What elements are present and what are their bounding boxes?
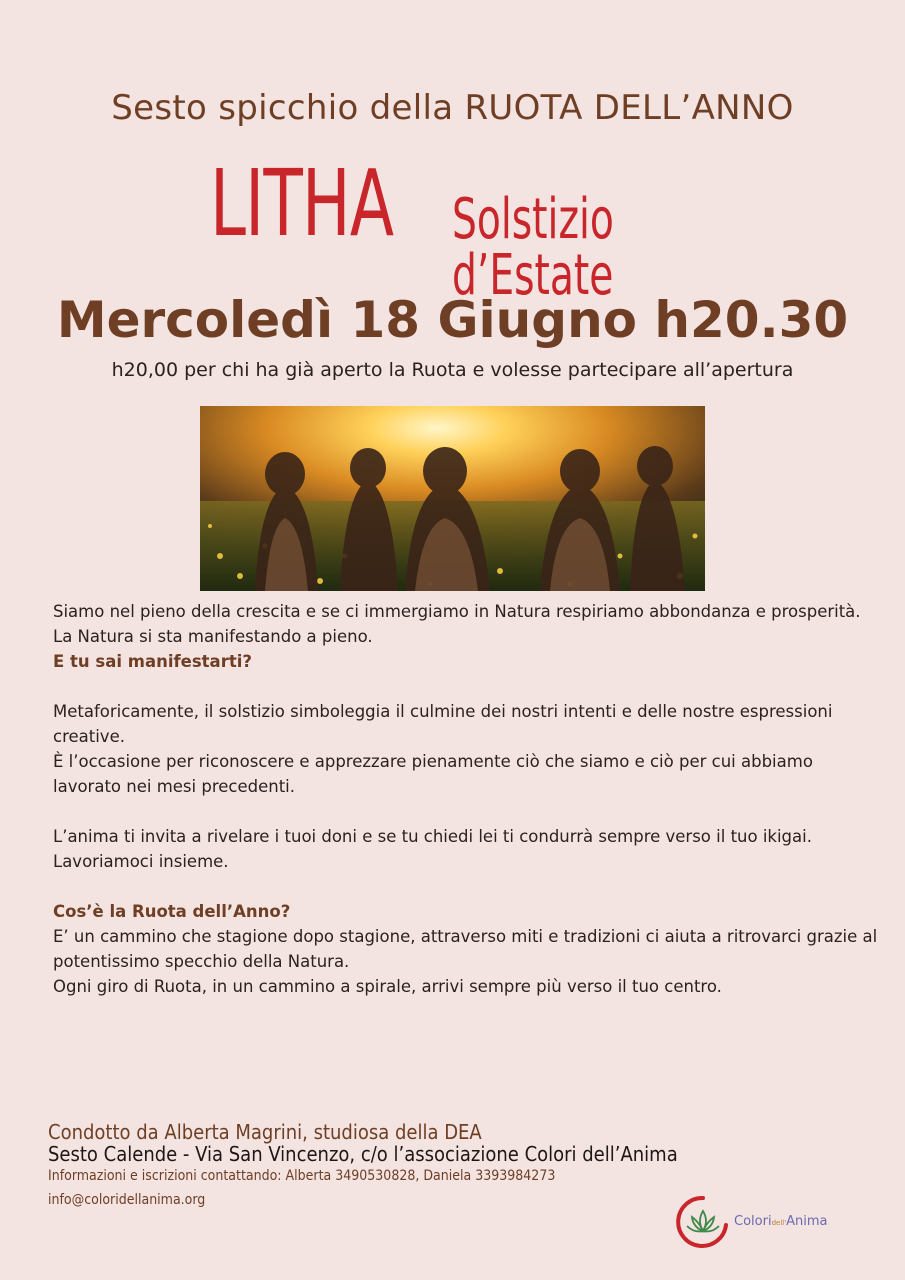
event-title: LITHA bbox=[210, 150, 394, 257]
paragraph-solstice: Metaforicamente, il solstizio simboleggia il culmine dei nostri intenti e delle nostre espressioni creative. bbox=[53, 702, 833, 746]
summer-photo bbox=[200, 406, 705, 591]
contact-email[interactable]: info@coloridellanima.org bbox=[48, 1192, 206, 1208]
paragraph-soul: L’anima ti invita a rivelare i tuoi doni e se tu chiedi lei ti condurrà sempre verso il tuo ikigai. bbox=[53, 827, 812, 846]
question-manifest: E tu sai manifestarti? bbox=[53, 652, 252, 671]
contact-info: Informazioni e iscrizioni contattando: Alberta 3490530828, Daniela 3393984273 bbox=[48, 1168, 556, 1184]
body-text bbox=[53, 599, 883, 999]
top-subtitle: Sesto spicchio della RUOTA DELL’ANNO bbox=[111, 88, 794, 128]
brand-part-1: Colori bbox=[734, 1214, 772, 1229]
event-note: h20,00 per chi ha già aperto la Ruota e volesse partecipare all’apertura bbox=[111, 359, 794, 381]
paragraph-occasion: È l’occasione per riconoscere e apprezzare pienamente ciò che siamo e ciò per cui abbiamo lavorato nei mesi precedenti. bbox=[53, 752, 813, 796]
event-location: Sesto Calende - Via San Vincenzo, c/o l’associazione Colori dell’Anima bbox=[48, 1142, 678, 1166]
paragraph-wheel: E’ un cammino che stagione dopo stagione, attraverso miti e tradizioni ci aiuta a ritrovarci grazie al potentissimo specchio della Natura. bbox=[53, 927, 878, 971]
event-date: Mercoledì 18 Giugno h20.30 bbox=[56, 291, 849, 349]
conducted-by: Condotto da Alberta Magrini, studiosa della DEA bbox=[48, 1120, 482, 1144]
brand-part-2: dell' bbox=[771, 1219, 787, 1227]
lotus-logo-icon bbox=[676, 1195, 730, 1249]
paragraph-spiral: Ogni giro di Ruota, in un cammino a spirale, arrivi sempre più verso il tuo centro. bbox=[53, 977, 722, 996]
brand-logo bbox=[734, 1214, 828, 1229]
wheel-heading: Cos’è la Ruota dell’Anno? bbox=[53, 902, 291, 921]
paragraph-together: Lavoriamoci insieme. bbox=[53, 852, 229, 871]
event-subtitle: Solstizio d’Estate bbox=[452, 187, 614, 308]
brand-part-3: Anima bbox=[786, 1214, 828, 1229]
paragraph-growth: Siamo nel pieno della crescita e se ci immergiamo in Natura respiriamo abbondanza e prosperità. La Natura si sta manifestando a pieno. bbox=[53, 602, 861, 646]
